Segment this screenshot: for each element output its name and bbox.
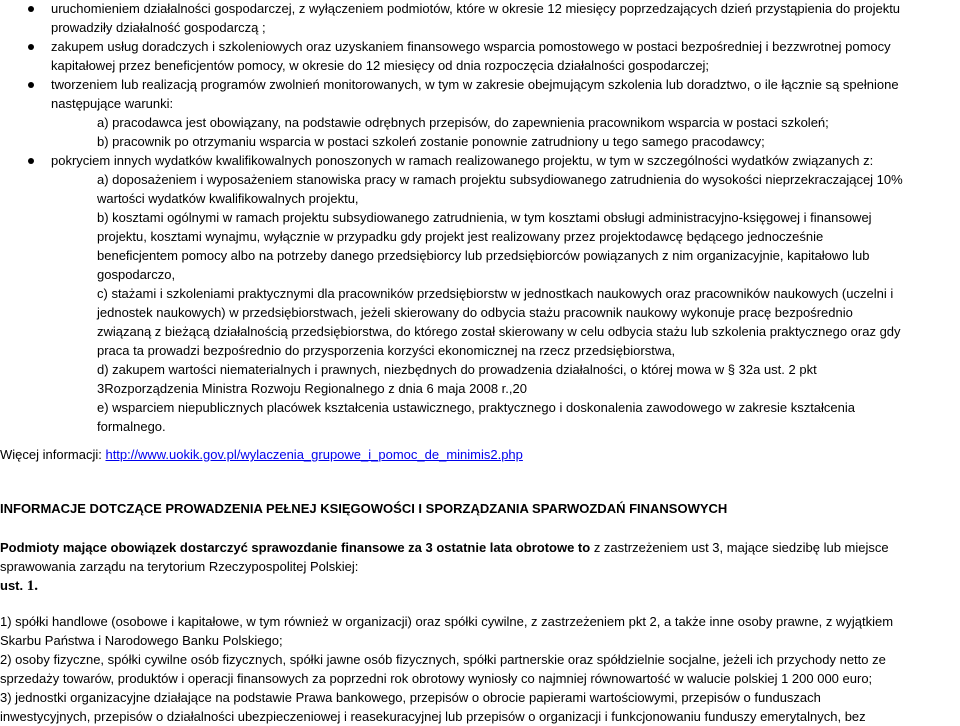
condition-a: a) pracodawca jest obowiązany, na podstawie odrębnych przepisów, do zapewnienia pracownikom wsparcia w postaci szkoleń; — [97, 115, 829, 130]
expense-line: praca ta prowadzi bezpośrednio do przysporzenia korzyści ekonomicznej na rzecz przedsiębiorstwa, — [97, 343, 676, 358]
expense-line: jednostek naukowych) w przedsiębiorstwach, jeżeli skierowany do odbycia stażu pracownik naukowy wykonuje pracę bezpośrednio — [97, 305, 853, 320]
numbered-line: 2) osoby fizyczne, spółki cywilne osób fizycznych, spółki jawne osób fizycznych, spółki partnerskie oraz spółdzielnie socjalne, jeżeli ich przychody netto ze — [0, 652, 886, 667]
bullet-1-line-1: uruchomieniem działalności gospodarczej, z wyłączeniem podmiotów, które w okresie 12 miesięcy poprzedzających dzień przystąpienia do projektu — [51, 1, 901, 16]
numbered-line: sprzedaży towarów, produktów i operacji finansowych za poprzedni rok obrotowy wyniosły co najmniej równowartość w walucie polskiej 1 200 000 euro; — [0, 671, 873, 686]
numbered-line: 3) jednostki organizacyjne działające na podstawie Prawa bankowego, przepisów o obrocie papierami wartościowymi, przepisów o funduszach — [0, 690, 821, 705]
more-info-link[interactable]: http://www.uokik.gov.pl/wylaczenia_grupowe_i_pomoc_de_minimis2.php — [105, 447, 523, 462]
bullet-icon — [28, 6, 34, 12]
bullet-icon — [28, 158, 34, 164]
ust-number: 1. — [26, 578, 38, 594]
expense-line: gospodarczo, — [97, 267, 176, 282]
entities-line-2: sprawowania zarządu na terytorium Rzeczypospolitej Polskiej: — [0, 559, 359, 574]
bullet-icon — [28, 82, 34, 88]
expense-line: projektu, kosztami wynajmu, wyłącznie w przypadku gdy projekt jest realizowany przez projektodawcę będącego jednocześnie — [97, 229, 824, 244]
entities-line-1 — [0, 539, 889, 557]
bullet-3-line-2: następujące warunki: — [51, 96, 174, 111]
bullet-icon — [28, 44, 34, 50]
more-info-line — [0, 446, 523, 464]
numbered-line: Skarbu Państwa i Narodowego Banku Polskiego; — [0, 633, 283, 648]
expense-line: 3Rozporządzenia Ministra Rozwoju Regionalnego z dnia 6 maja 2008 r.,20 — [97, 381, 527, 396]
entities-normal-text: z zastrzeżeniem ust 3, mające siedzibę lub miejsce — [590, 540, 889, 555]
ust-line — [0, 577, 38, 595]
expense-line: c) stażami i szkoleniami praktycznymi dla pracowników przedsiębiorstw w jednostkach naukowych oraz pracowników naukowych (uczelni i — [97, 286, 894, 301]
entities-bold-text: Podmioty mające obowiązek dostarczyć sprawozdanie finansowe za 3 ostatnie lata obrotowe to — [0, 540, 591, 555]
expense-line: wartości wydatków kwalifikowalnych projektu, — [97, 191, 359, 206]
bullet-4-line-1: pokryciem innych wydatków kwalifikowalnych ponoszonych w ramach realizowanego projektu, w tym w szczególności wydatków związanych z: — [51, 153, 874, 168]
more-info-label: Więcej informacji: — [0, 447, 106, 462]
numbered-line: inwestycyjnych, przepisów o działalności ubezpieczeniowej i reasekuracyjnej lub przepisów o organizacji i funkcjonowaniu funduszy emerytalnych, bez — [0, 709, 866, 724]
bullet-1-line-2: prowadziły działalność gospodarczą ; — [51, 20, 266, 35]
bullet-2-line-1: zakupem usług doradczych i szkoleniowych oraz uzyskaniem finansowego wsparcia pomostowego w postaci bezpośredniej i bezzwrotnej pomocy — [51, 39, 891, 54]
bullet-3-line-1: tworzeniem lub realizacją programów zwolnień monitorowanych, w tym w zakresie obejmującym szkolenia lub doradztwo, o ile łącznie są spełnione — [51, 77, 899, 92]
section-heading: INFORMACJE DOTCZĄCE PROWADZENIA PEŁNEJ KSIĘGOWOŚCI I SPORZĄDZANIA SPARWOZDAŃ FINANSOWYCH — [0, 501, 728, 516]
expense-line: d) zakupem wartości niematerialnych i prawnych, niezbędnych do prowadzenia działalności, o której mowa w § 32a ust. 2 pkt — [97, 362, 817, 377]
ust-label: ust. — [0, 578, 27, 593]
expense-line: b) kosztami ogólnymi w ramach projektu subsydiowanego zatrudnienia, w tym kosztami obsługi administracyjno-księgowej i finansowej — [97, 210, 872, 225]
expense-line: beneficjentem pomocy albo na potrzeby danego przedsiębiorcy lub przedsiębiorców powiązanych z nim organizacyjnie, kapitałowo lub — [97, 248, 870, 263]
condition-b: b) pracownik po otrzymaniu wsparcia w postaci szkoleń zostanie ponownie zatrudniony u tego samego pracodawcy; — [97, 134, 765, 149]
numbered-line: 1) spółki handlowe (osobowe i kapitałowe, w tym również w organizacji) oraz spółki cywilne, z zastrzeżeniem pkt 2, a także inne osoby prawne, z wyjątkiem — [0, 614, 894, 629]
expense-line: związaną z bieżącą działalnością przedsiębiorstwa, do którego został skierowany w celu odbycia stażu lub szkolenia praktycznego oraz gdy — [97, 324, 901, 339]
expense-line: e) wsparciem niepublicznych placówek kształcenia ustawicznego, praktycznego i doskonalenia zawodowego w zakresie kształcenia — [97, 400, 855, 415]
bullet-2-line-2: kapitałowej przez beneficjentów pomocy, w okresie do 12 miesięcy od dnia rozpoczęcia działalności gospodarczej; — [51, 58, 710, 73]
expense-line: a) doposażeniem i wyposażeniem stanowiska pracy w ramach projektu subsydiowanego zatrudnienia do wysokości nieprzekraczającej 10% — [97, 172, 903, 187]
expense-line: formalnego. — [97, 419, 166, 434]
